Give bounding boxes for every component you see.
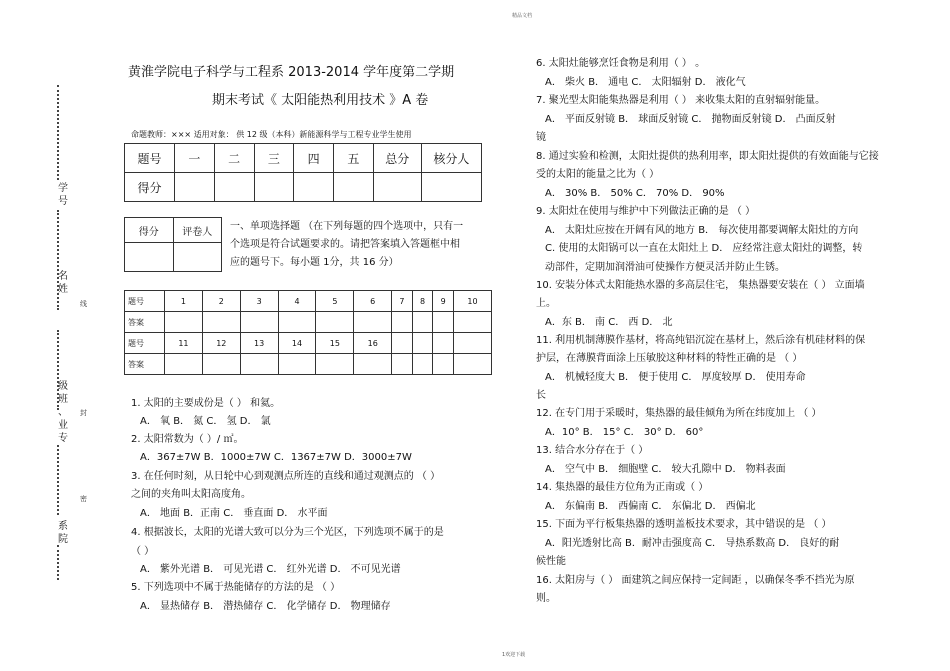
score-header-cell: 五 xyxy=(334,144,374,173)
question-line: 之间的夹角叫太阳高度角。 xyxy=(131,489,251,500)
answer-number-cell: 5 xyxy=(316,291,354,312)
answer-number-cell: 2 xyxy=(202,291,240,312)
question-line: 则。 xyxy=(536,593,556,604)
question-line: 1. 太阳的主要成份是（ ） 和氦。 xyxy=(131,398,281,409)
class-major-label: 级 班 、 业 专 xyxy=(58,381,68,444)
answer-input-cell[interactable] xyxy=(278,312,316,333)
answer-input-cell[interactable] xyxy=(354,312,392,333)
binding-dotted-line xyxy=(57,85,59,180)
question-options: C. 使用的太阳锅可以一直在太阳灶上 D． 应经常注意太阳灶的调整，转 xyxy=(545,243,863,254)
section1-intro-line2: 个选项是符合试题要求的。请把答案填入答题框中相 xyxy=(230,239,460,250)
section1-intro-line1: 一、单项选择题 （在下列每题的四个选项中，只有一 xyxy=(230,221,464,232)
reviewer-name-cell[interactable] xyxy=(173,243,222,272)
answer-number-cell: 3 xyxy=(240,291,278,312)
question-options: A．10° B． 15° C． 30° D． 60° xyxy=(545,427,704,438)
score-input-cell[interactable] xyxy=(174,173,214,202)
question-line: 长 xyxy=(536,390,546,401)
answer-input-cell[interactable] xyxy=(165,354,203,375)
question-line: 受的太阳的能量之比为（ ） xyxy=(536,169,660,180)
question-line: 11. 利用机制薄膜作基材，将高纯铝沉淀在基材上，然后涂有机硅材料的保 xyxy=(536,335,866,346)
answer-row-label: 答案 xyxy=(125,312,165,333)
score-header-cell: 题号 xyxy=(125,144,175,173)
score-header-cell: 四 xyxy=(294,144,334,173)
answer-number-cell: 10 xyxy=(454,291,492,312)
answer-input-cell[interactable] xyxy=(354,354,392,375)
score-header-cell: 三 xyxy=(254,144,294,173)
question-options: A． 地面 B．正南 C． 垂直面 D． 水平面 xyxy=(140,508,328,519)
score-input-cell[interactable] xyxy=(214,173,254,202)
answer-input-cell[interactable] xyxy=(316,312,354,333)
answer-input-cell[interactable] xyxy=(316,354,354,375)
answer-input-cell[interactable] xyxy=(433,312,454,333)
score-table xyxy=(124,143,482,202)
answer-number-cell: 12 xyxy=(202,333,240,354)
question-line: 护层，在薄膜背面涂上压敏胶这种材料的特性正确的是 （ ） xyxy=(536,353,803,364)
question-line: 候性能 xyxy=(536,556,566,567)
answer-header-cell: 题号 xyxy=(125,291,165,312)
reviewer-name-label: 评卷人 xyxy=(173,218,222,243)
answer-input-cell[interactable] xyxy=(278,354,316,375)
department-label: 系 院 xyxy=(58,521,68,545)
answer-empty-cell xyxy=(412,354,433,375)
score-header-cell: 总分 xyxy=(373,144,421,173)
score-input-cell[interactable] xyxy=(294,173,334,202)
question-options: A． 显热储存 B． 潜热储存 C． 化学储存 D． 物理储存 xyxy=(140,601,391,612)
answer-empty-cell xyxy=(454,354,492,375)
answer-number-cell: 16 xyxy=(354,333,392,354)
question-line: 12. 在专门用于采暖时，集热器的最佳倾角为所在纬度加上 （ ） xyxy=(536,408,822,419)
question-line: 7. 聚光型太阳能集热器是利用（ ） 来收集太阳的直射辐射能量。 xyxy=(536,95,826,106)
answer-empty-cell xyxy=(433,333,454,354)
answer-input-cell[interactable] xyxy=(392,312,413,333)
reviewer-score-label: 得分 xyxy=(125,218,174,243)
answer-input-cell[interactable] xyxy=(165,312,203,333)
answer-input-cell[interactable] xyxy=(202,354,240,375)
exam-meta-line: 命题教师：××× 适用对象： 供 12 级（本科）新能源科学与工程专业学生使用 xyxy=(131,130,412,139)
question-line: 14. 集热器的最佳方位角为正南或（ ） xyxy=(536,482,709,493)
answer-row-label: 答案 xyxy=(125,354,165,375)
answer-number-cell: 9 xyxy=(433,291,454,312)
name-label: 名 姓 xyxy=(58,271,68,295)
question-options: A． 东偏南 B． 西偏南 C． 东偏北 D． 西偏北 xyxy=(545,501,756,512)
question-line: 6. 太阳灶能够烹饪食物是利用（ ） 。 xyxy=(536,58,706,69)
answer-table xyxy=(124,290,492,375)
student-id-label: 学 号 xyxy=(58,183,68,207)
binding-secret-mark: 密 xyxy=(80,495,87,503)
answer-number-cell: 15 xyxy=(316,333,354,354)
answer-number-cell: 1 xyxy=(165,291,203,312)
question-options: A． 空气中 B． 细胞壁 C． 较大孔隙中 D． 物料表面 xyxy=(545,464,786,475)
answer-header-cell: 题号 xyxy=(125,333,165,354)
question-line: 8. 通过实验和检测，太阳灶提供的热利用率，即太阳灶提供的有效面能与它接 xyxy=(536,151,879,162)
question-line: 9. 太阳灶在使用与维护中下列做法正确的是 （ ） xyxy=(536,206,756,217)
answer-number-cell: 11 xyxy=(165,333,203,354)
question-options: 动部件，定期加润滑油可使操作方便灵活并防止生锈。 xyxy=(545,262,785,273)
question-line: 镜 xyxy=(536,132,546,143)
question-options: A． 紫外光谱 B． 可见光谱 C． 红外光谱 D． 不可见光谱 xyxy=(140,564,401,575)
answer-number-cell: 4 xyxy=(278,291,316,312)
answer-number-cell: 6 xyxy=(354,291,392,312)
question-options: A． 太阳灶应按在开阔有风的地方 B． 每次使用都要调解太阳灶的方向 xyxy=(545,225,859,236)
question-line: 4. 根据波长，太阳的光谱大致可以分为三个光区，下列选项不属于的是 xyxy=(131,527,444,538)
binding-line-mark: 线 xyxy=(80,300,87,308)
question-options: A．阳光透射比高 B．耐冲击强度高 C． 导热系数高 D． 良好的耐 xyxy=(545,538,840,549)
answer-number-cell: 8 xyxy=(412,291,433,312)
score-input-cell[interactable] xyxy=(421,173,481,202)
exam-title-line2: 期末考试《 太阳能热利用技术 》A 卷 xyxy=(212,93,429,108)
reviewer-score-cell[interactable] xyxy=(125,243,174,272)
question-line: 5. 下列选项中不属于热能储存的方法的是 （ ） xyxy=(131,582,341,593)
score-header-cell: 核分人 xyxy=(421,144,481,173)
answer-empty-cell xyxy=(392,354,413,375)
question-options: A．东 B． 南 C． 西 D． 北 xyxy=(545,317,673,328)
score-header-cell: 一 xyxy=(174,144,214,173)
binding-seal-mark: 封 xyxy=(80,409,87,417)
score-input-cell[interactable] xyxy=(254,173,294,202)
question-line: 15. 下面为平行板集热器的透明盖板技术要求，其中错误的是 （ ） xyxy=(536,519,832,530)
binding-dotted-line xyxy=(57,545,59,580)
question-line: 3. 在任何时刻，从日轮中心到观测点所连的直线和通过观测点的 （ ） xyxy=(131,471,441,482)
question-line: 2. 太阳常数为（ ）/ ㎡。 xyxy=(131,434,244,445)
score-row-label: 得分 xyxy=(125,173,175,202)
question-line: 13. 结合水分存在于（ ） xyxy=(536,445,649,456)
score-input-cell[interactable] xyxy=(334,173,374,202)
question-options: A． 柴火 B． 通电 C． 太阳辐射 D． 液化气 xyxy=(545,77,746,88)
question-line: （ ） xyxy=(131,546,155,557)
exam-title-line1: 黄淮学院电子科学与工程系 2013-2014 学年度第二学期 xyxy=(128,65,455,80)
answer-empty-cell xyxy=(454,333,492,354)
question-options: A．367±7W B．1000±7W C．1367±7W D．3000±7W xyxy=(140,452,412,463)
answer-input-cell[interactable] xyxy=(412,312,433,333)
answer-input-cell[interactable] xyxy=(202,312,240,333)
answer-empty-cell xyxy=(433,354,454,375)
question-options: A． 氧 B． 氮 C． 氢 D． 氯 xyxy=(140,416,271,427)
binding-dotted-line xyxy=(57,445,59,515)
answer-input-cell[interactable] xyxy=(240,354,278,375)
question-options: A． 平面反射镜 B． 球面反射镜 C． 抛物面反射镜 D． 凸面反射 xyxy=(545,114,836,125)
section1-intro-line3: 应的题号下。每小题 1分，共 16 分） xyxy=(230,257,399,268)
question-line: 10. 安装分体式太阳能热水器的多高层住宅， 集热器要安装在（ ） 立面墙 xyxy=(536,280,865,291)
question-options: A． 30% B． 50% C． 70% D． 90% xyxy=(545,188,725,199)
score-input-cell[interactable] xyxy=(373,173,421,202)
answer-empty-cell xyxy=(392,333,413,354)
score-header-cell: 二 xyxy=(214,144,254,173)
answer-number-cell: 13 xyxy=(240,333,278,354)
answer-input-cell[interactable] xyxy=(240,312,278,333)
reviewer-table xyxy=(124,217,222,272)
footer-note: 1欢迎下载 xyxy=(502,652,526,658)
question-options: A． 机械轻度大 B． 便于使用 C． 厚度较厚 D． 使用寿命 xyxy=(545,372,806,383)
answer-input-cell[interactable] xyxy=(454,312,492,333)
header-note: 精品文档 xyxy=(512,13,533,19)
answer-number-cell: 14 xyxy=(278,333,316,354)
question-line: 上。 xyxy=(536,298,556,309)
question-line: 16. 太阳房与（ ） 面建筑之间应保持一定间距 ，以确保冬季不挡光为原 xyxy=(536,575,855,586)
answer-number-cell: 7 xyxy=(392,291,413,312)
answer-empty-cell xyxy=(412,333,433,354)
